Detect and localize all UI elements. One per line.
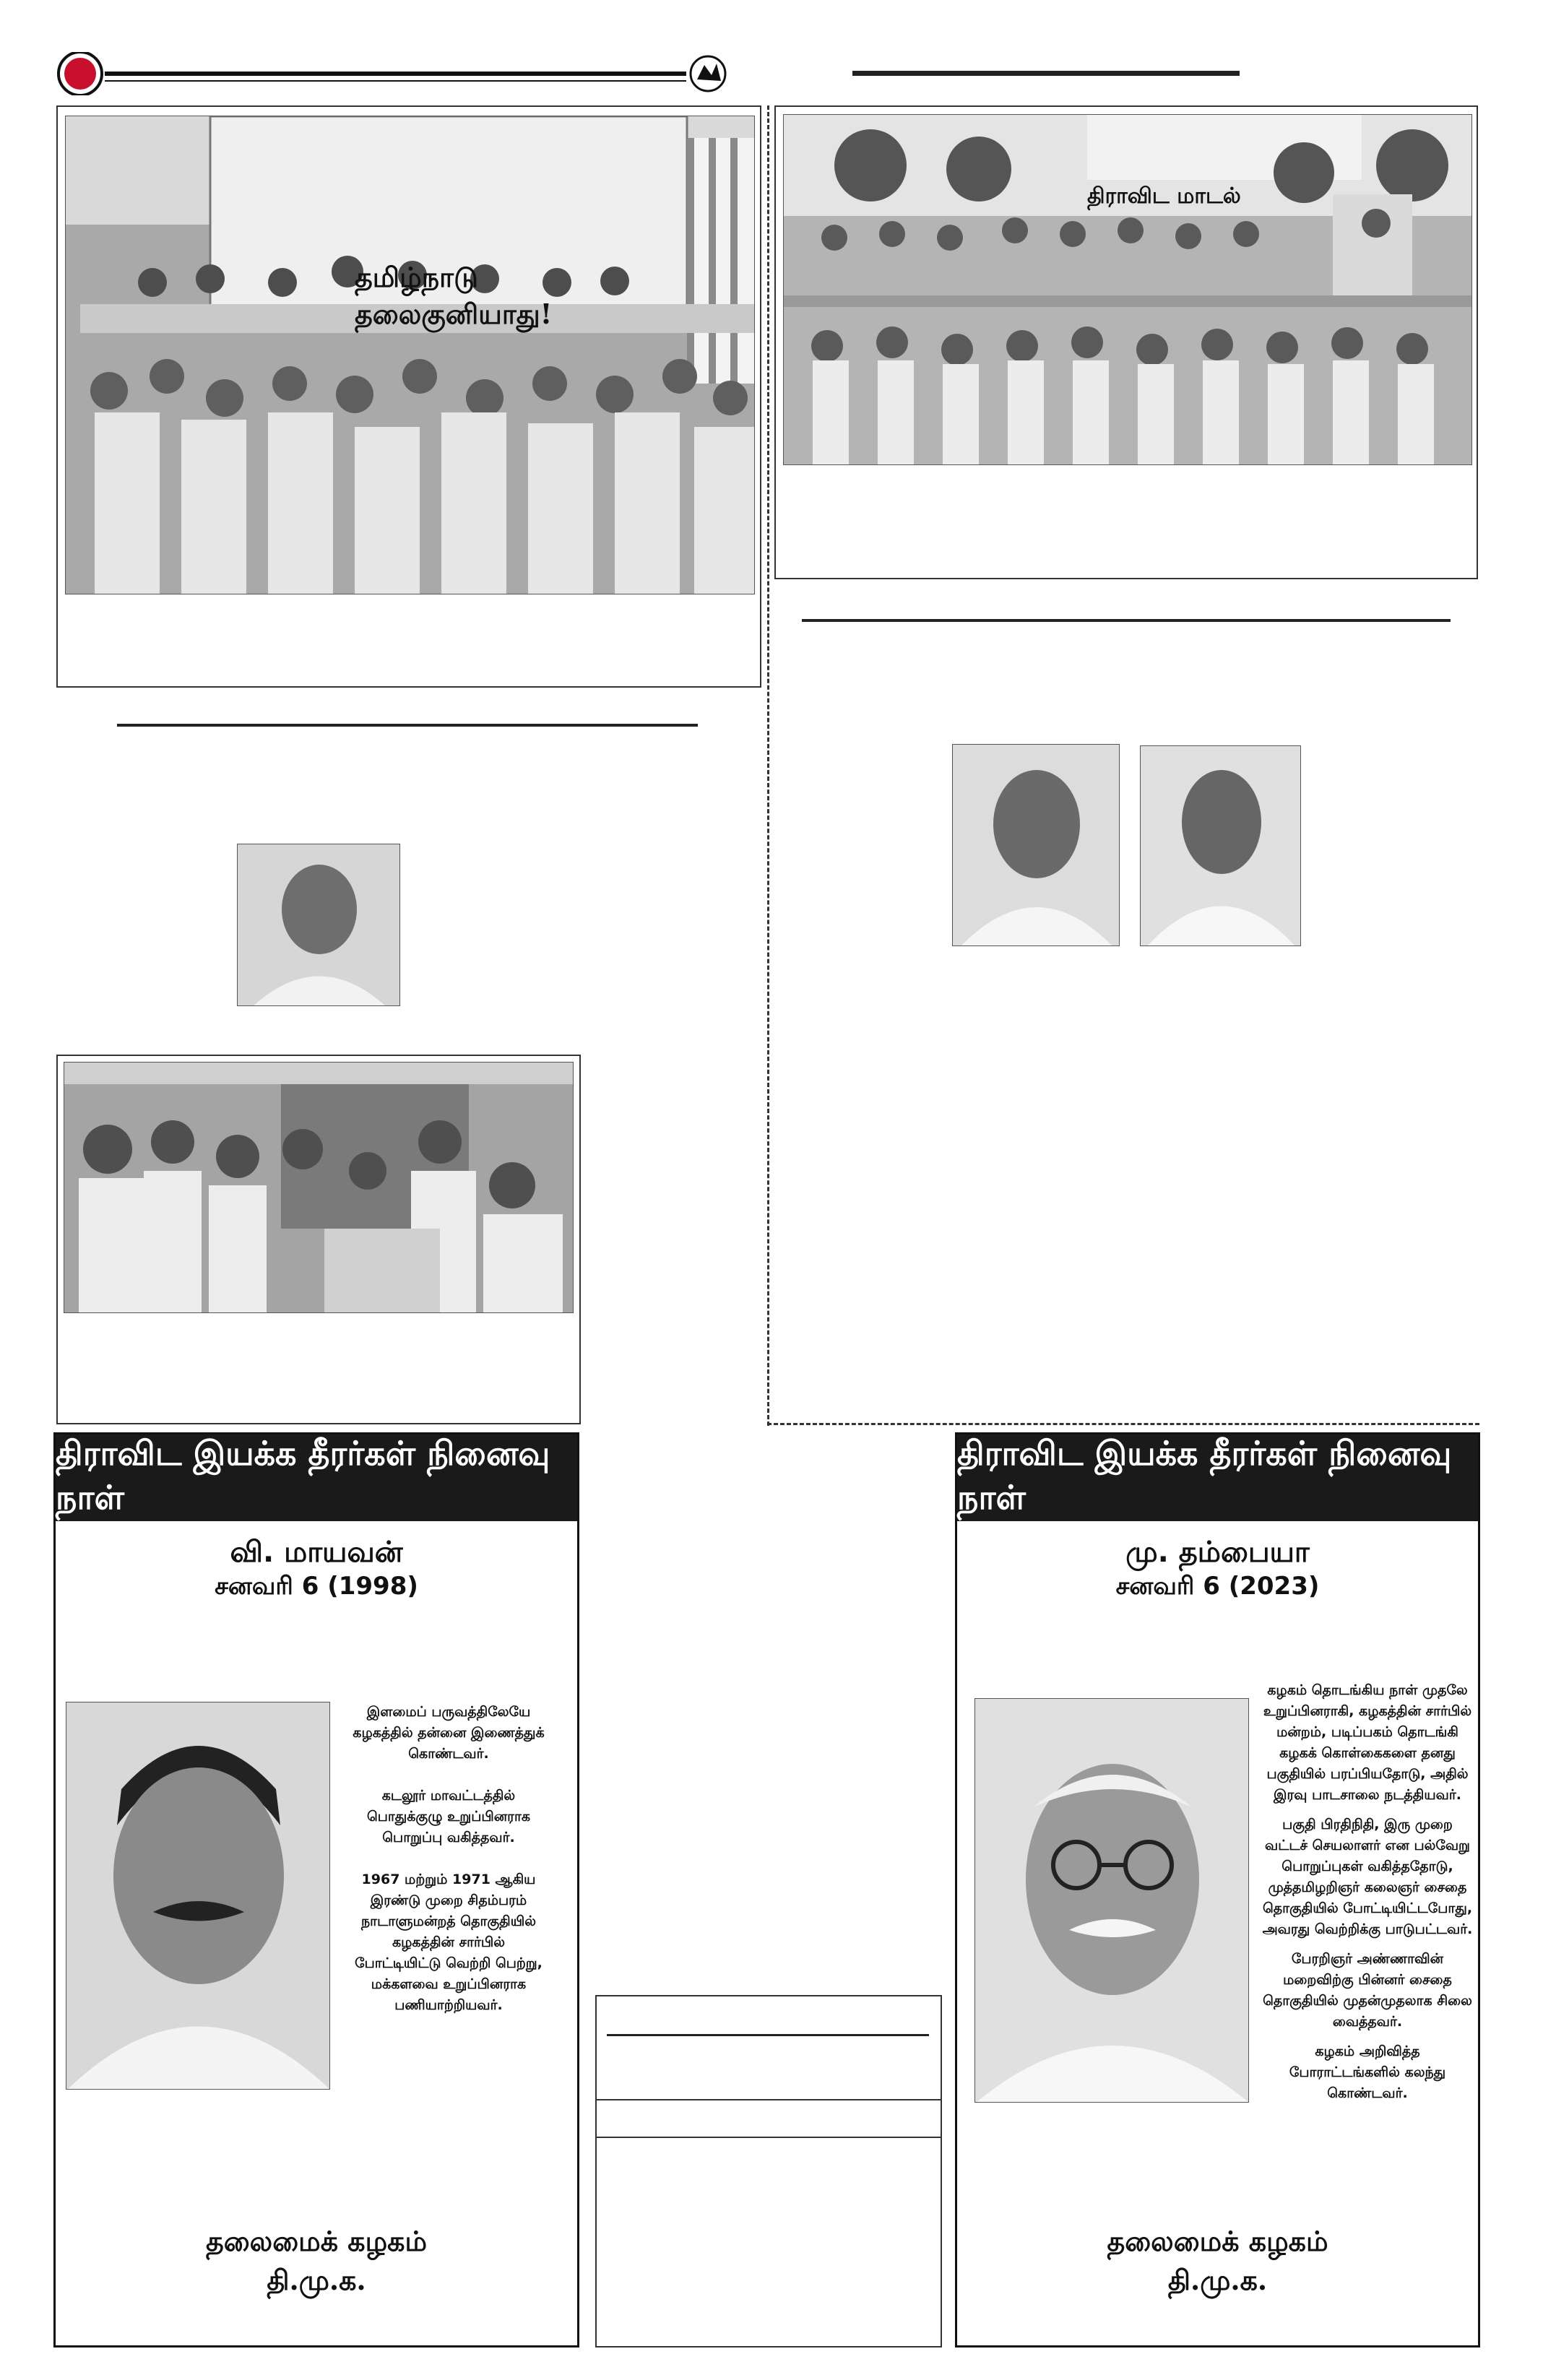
- sign-line: தலைமைக் கழகம்: [205, 2225, 428, 2257]
- memorial-portrait-1: [66, 1702, 330, 2090]
- right-header-rule: [852, 71, 1240, 76]
- bio-paragraph: பகுதி பிரதிநிதி, இரு முறை வட்டச் செயலாளர் என பல்வேறு பொறுப்புகள் வகித்ததோடு, முத்தமிழறிஞர் கலைஞர் சைதை தொகுதியில் போட்டியிட்டபோது, அவரது வெற்றிக்கு பாடுபட்டவர்.: [1262, 1817, 1473, 1937]
- bio-paragraph: 1967 மற்றும் 1971 ஆகிய இரண்டு முறை சிதம்பரம் நாடாளுமன்றத் தொகுதியில் கழகத்தின் சார்பில் போட்டியிட்டு வெற்றி பெற்று, மக்களவை உறுப்பினராக பணியாற்றியவர்.: [355, 1871, 543, 2013]
- bio-paragraph: கழகம் அறிவித்த போராட்டங்களில் கலந்து கொண்டவர்.: [1289, 2043, 1446, 2101]
- notice-box: [595, 1995, 942, 2347]
- memorial-signature-1: [56, 2222, 577, 2300]
- memorial-bio-1: [352, 1702, 545, 2037]
- bio-paragraph: பேரறிஞர் அண்ணாவின் மறைவிற்கு பின்னர் சைதை தொகுதியில் முதன்முதலாக சிலை வைத்தவர்.: [1263, 1951, 1472, 2030]
- memorial-bio-2: [1259, 1680, 1476, 2113]
- rally-banner-text-left: தமிழ்நாடு தலைகுனியாது!: [355, 261, 553, 330]
- rally-photo-left: [65, 116, 755, 594]
- left-article-rule: [117, 724, 698, 727]
- sign-line: தி.மு.க.: [267, 2264, 366, 2296]
- bio-paragraph: கடலூர் மாவட்டத்தில் பொதுக்குழு உறுப்பினராக பொறுப்பு வகித்தவர்.: [366, 1788, 531, 1845]
- memorial-date: சனவரி 6 (2023): [1115, 1572, 1320, 1601]
- notice-divider: [597, 2099, 941, 2100]
- notice-divider: [597, 2137, 941, 2138]
- right-article-rule: [802, 619, 1451, 622]
- bio-paragraph: கழகம் தொடங்கிய நாள் முதலே உறுப்பினராகி, கழகத்தின் சார்பில் மன்றம், படிப்பகம் தொடங்கி கழகக் கொள்கைகளை தனது பகுதியில் பரப்பியதோடு, அதில் இரவு பாடசாலை நடத்தியவர்.: [1263, 1682, 1472, 1803]
- memorial-header: திராவிட இயக்க தீரர்கள் நினைவு நாள்: [56, 1435, 577, 1521]
- memorial-portrait-2: [974, 1698, 1249, 2103]
- portrait-right-2: [1140, 745, 1301, 946]
- bio-paragraph: இளமைப் பருவத்திலேயே கழகத்தில் தன்னை இணைத்துக் கொண்டவர்.: [353, 1704, 545, 1762]
- party-logo-icon: [691, 56, 725, 91]
- masthead-rule: [51, 52, 766, 95]
- memorial-card-1: [53, 1432, 579, 2347]
- meeting-photo-right: [783, 114, 1472, 465]
- memorial-header: திராவிட இயக்க தீரர்கள் நினைவு நாள்: [957, 1435, 1478, 1521]
- memorial-card-2: [955, 1432, 1480, 2347]
- office-photo: [64, 1062, 574, 1313]
- notice-rule: [607, 2034, 929, 2036]
- page-masthead: [51, 52, 766, 95]
- column-divider: [767, 105, 769, 1426]
- portrait-right-1: [952, 744, 1120, 946]
- memorial-name: மு. தம்பையா: [1125, 1536, 1310, 1569]
- rising-sun-emblem-icon: [64, 58, 96, 90]
- section-divider: [767, 1423, 1479, 1425]
- meeting-banner-text-right: திராவிட மாடல்: [1087, 183, 1241, 209]
- portrait-small-left: [237, 844, 400, 1006]
- memorial-date: சனவரி 6 (1998): [215, 1572, 418, 1601]
- sign-line: தி.மு.க.: [1167, 2264, 1268, 2296]
- sign-line: தலைமைக் கழகம்: [1107, 2225, 1328, 2257]
- memorial-signature-2: [957, 2222, 1478, 2300]
- memorial-name: வி. மாயவன்: [230, 1536, 403, 1569]
